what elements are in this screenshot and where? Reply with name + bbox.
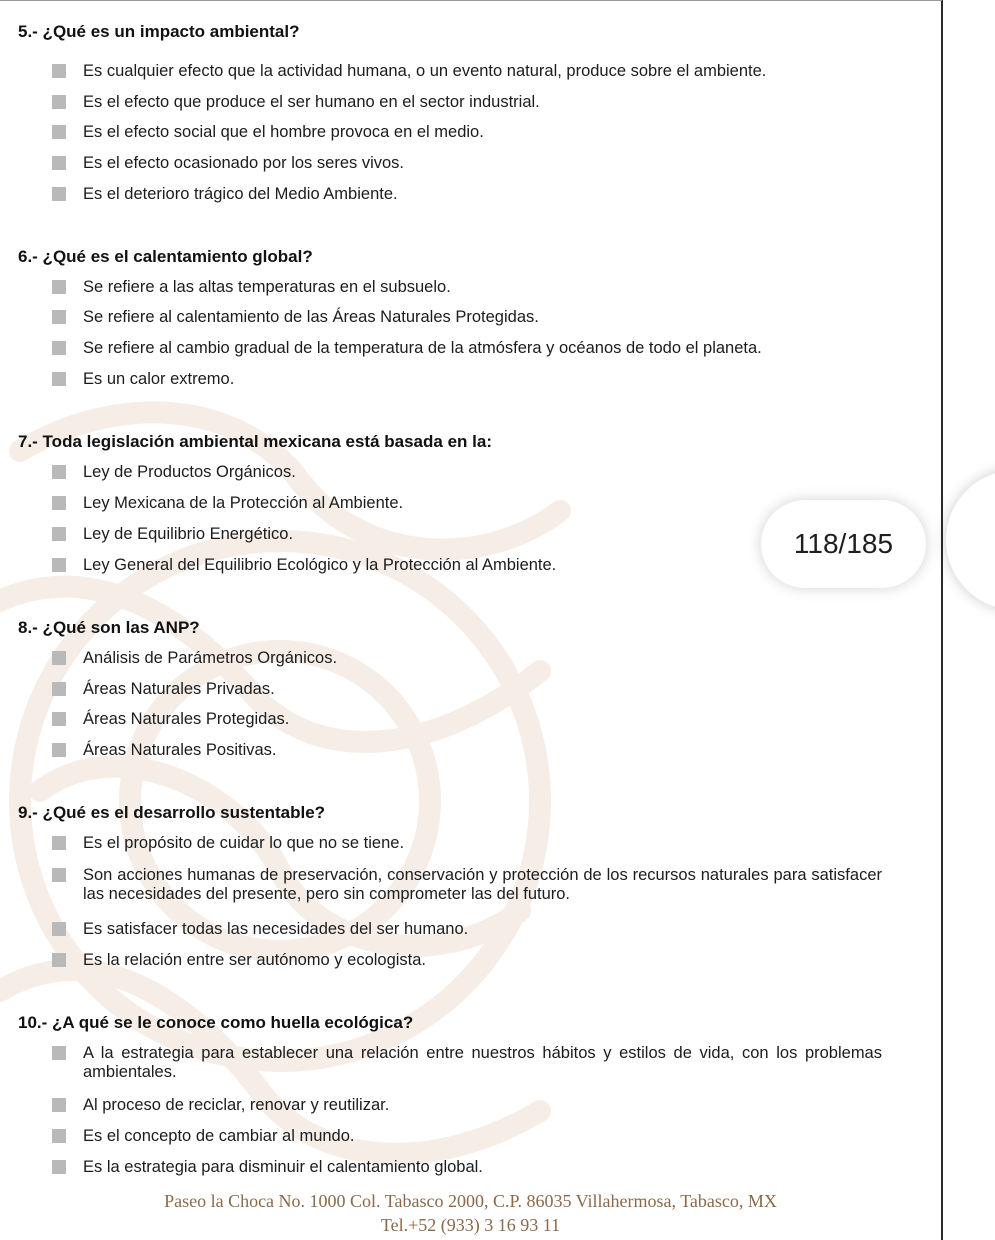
option-checkbox[interactable] bbox=[52, 1129, 66, 1143]
option-checkbox[interactable] bbox=[52, 95, 66, 109]
question-title: 6.- ¿Qué es el calentamiento global? bbox=[18, 247, 313, 266]
answer-option[interactable] bbox=[52, 951, 882, 970]
side-handle[interactable] bbox=[946, 470, 995, 610]
answer-option[interactable] bbox=[52, 185, 882, 204]
option-text: Se refiere a las altas temperaturas en el subsuelo. bbox=[83, 278, 451, 296]
option-text: Se refiere al cambio gradual de la temperatura de la atmósfera y océanos de todo el planeta. bbox=[83, 339, 762, 357]
option-checkbox[interactable] bbox=[52, 1046, 66, 1060]
answer-option[interactable] bbox=[52, 920, 882, 939]
answer-option[interactable] bbox=[52, 62, 882, 81]
option-checkbox[interactable] bbox=[52, 953, 66, 967]
option-text: Es el efecto social que el hombre provoca en el medio. bbox=[83, 123, 484, 141]
option-text: Es la estrategia para disminuir el calentamiento global. bbox=[83, 1158, 483, 1176]
option-checkbox[interactable] bbox=[52, 187, 66, 201]
option-text: Es el concepto de cambiar al mundo. bbox=[83, 1127, 355, 1145]
option-checkbox[interactable] bbox=[52, 743, 66, 757]
option-checkbox[interactable] bbox=[52, 527, 66, 541]
option-text: A la estrategia para establecer una relación entre nuestros hábitos y estilos de vida, con los problemas ambientales. bbox=[83, 1044, 882, 1081]
option-text: Áreas Naturales Privadas. bbox=[83, 680, 275, 698]
answer-option[interactable] bbox=[52, 525, 882, 544]
option-checkbox[interactable] bbox=[52, 310, 66, 324]
answer-option[interactable] bbox=[52, 93, 882, 112]
option-checkbox[interactable] bbox=[52, 1160, 66, 1174]
option-text: Es la relación entre ser autónomo y ecologista. bbox=[83, 951, 427, 969]
option-text: Áreas Naturales Positivas. bbox=[83, 741, 277, 759]
answer-option[interactable] bbox=[52, 494, 882, 513]
footer-address: Paseo la Choca No. 1000 Col. Tabasco 2000, C.P. 86035 Villahermosa, Tabasco, MX bbox=[164, 1191, 777, 1211]
answer-option[interactable] bbox=[52, 1044, 882, 1082]
question-title: 9.- ¿Qué es el desarrollo sustentable? bbox=[18, 803, 326, 822]
option-checkbox[interactable] bbox=[52, 465, 66, 479]
option-checkbox[interactable] bbox=[52, 156, 66, 170]
question-title: 10.- ¿A qué se le conoce como huella ecológica? bbox=[18, 1013, 414, 1032]
option-checkbox[interactable] bbox=[52, 280, 66, 294]
option-text: Se refiere al calentamiento de las Áreas Naturales Protegidas. bbox=[83, 308, 539, 326]
option-text: Es un calor extremo. bbox=[83, 370, 235, 388]
option-text: Ley Mexicana de la Protección al Ambiente. bbox=[83, 494, 404, 512]
answer-option[interactable] bbox=[52, 834, 882, 853]
answer-option[interactable] bbox=[52, 308, 882, 327]
question-title: 8.- ¿Qué son las ANP? bbox=[18, 618, 200, 637]
option-text: Es el efecto que produce el ser humano en el sector industrial. bbox=[83, 93, 540, 111]
answer-option[interactable] bbox=[52, 154, 882, 173]
option-checkbox[interactable] bbox=[52, 558, 66, 572]
option-checkbox[interactable] bbox=[52, 836, 66, 850]
answer-option[interactable] bbox=[52, 339, 882, 358]
answer-option[interactable] bbox=[52, 1127, 882, 1146]
answer-option[interactable] bbox=[52, 556, 882, 575]
option-text: Son acciones humanas de preservación, conservación y protección de los recursos naturales para satisfacer las necesidades del presente, pero sin comprometer las del futuro. bbox=[83, 866, 882, 903]
option-checkbox[interactable] bbox=[52, 712, 66, 726]
option-text: Análisis de Parámetros Orgánicos. bbox=[83, 649, 338, 667]
answer-option[interactable] bbox=[52, 278, 882, 297]
option-text: Ley General del Equilibrio Ecológico y la Protección al Ambiente. bbox=[83, 556, 557, 574]
answer-option[interactable] bbox=[52, 1096, 882, 1115]
option-text: Es el deterioro trágico del Medio Ambiente. bbox=[83, 185, 398, 203]
question-title: 7.- Toda legislación ambiental mexicana está basada en la: bbox=[18, 432, 492, 451]
answer-option[interactable] bbox=[52, 680, 882, 699]
answer-option[interactable] bbox=[52, 741, 882, 760]
answer-option[interactable] bbox=[52, 710, 882, 729]
option-checkbox[interactable] bbox=[52, 1098, 66, 1112]
question-title: 5.- ¿Qué es un impacto ambiental? bbox=[18, 22, 300, 41]
option-checkbox[interactable] bbox=[52, 341, 66, 355]
answer-option[interactable] bbox=[52, 370, 882, 389]
option-checkbox[interactable] bbox=[52, 922, 66, 936]
option-text: Ley de Productos Orgánicos. bbox=[83, 463, 296, 481]
option-text: Es cualquier efecto que la actividad humana, o un evento natural, produce sobre el ambiente. bbox=[83, 62, 767, 80]
option-checkbox[interactable] bbox=[52, 868, 66, 882]
footer-phone: Tel.+52 (933) 3 16 93 11 bbox=[380, 1215, 561, 1235]
option-checkbox[interactable] bbox=[52, 64, 66, 78]
page-counter[interactable]: 118/185 bbox=[761, 500, 926, 588]
option-text: Es satisfacer todas las necesidades del ser humano. bbox=[83, 920, 469, 938]
answer-option[interactable] bbox=[52, 866, 882, 904]
option-text: Es el efecto ocasionado por los seres vivos. bbox=[83, 154, 405, 172]
option-text: Al proceso de reciclar, renovar y reutilizar. bbox=[83, 1096, 390, 1114]
option-checkbox[interactable] bbox=[52, 651, 66, 665]
option-text: Áreas Naturales Protegidas. bbox=[83, 710, 290, 728]
option-checkbox[interactable] bbox=[52, 125, 66, 139]
option-checkbox[interactable] bbox=[52, 496, 66, 510]
answer-option[interactable] bbox=[52, 649, 882, 668]
option-checkbox[interactable] bbox=[52, 372, 66, 386]
option-text: Ley de Equilibrio Energético. bbox=[83, 525, 294, 543]
option-text: Es el propósito de cuidar lo que no se tiene. bbox=[83, 834, 405, 852]
answer-option[interactable] bbox=[52, 123, 882, 142]
option-checkbox[interactable] bbox=[52, 682, 66, 696]
answer-option[interactable] bbox=[52, 1158, 882, 1177]
answer-option[interactable] bbox=[52, 463, 882, 482]
